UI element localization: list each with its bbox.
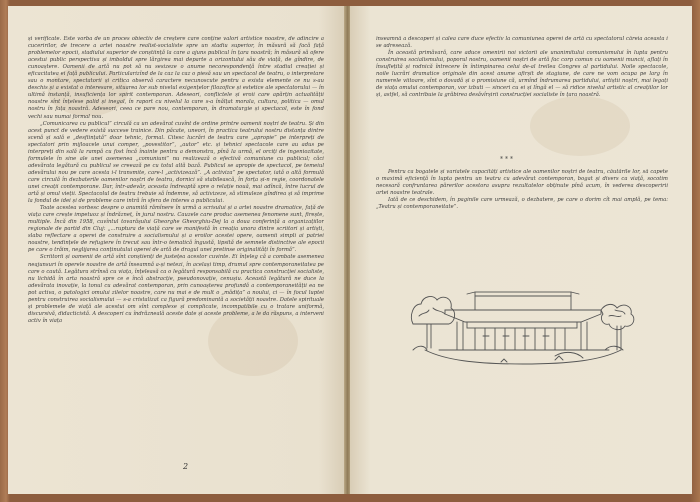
theatre-building-illustration [405, 264, 641, 374]
paragraph: „Comunicarea cu publicul” circulă ca un adevărat cuvînt de ordine printre oamenii noștri de teatru. Și din acest punct de vedere există succese trainice. Din păcate, uneori, în practica teatrului nostru distanța dintre scenă și sală e „desființată” doar tehnic, formal. Citesc lucrări de teatru care „apropie” pe interpreți de spectatori prin mijloacele unui comper, „povestitor”, „autor” etc. și tehnici spectacole care au adus pe interpreți din sală la rampă cu fost încă înainte pentru a demonstra, pînă la urmă, el orciți de ingeniozitate, formulele în sine ale unei asemenea „comuniuni” nu realizează o efectivă comuniune cu publicul; căci adevărata legătură cu publicul se creează pe cu totul altă bază. Publicul se apropie de spectacol, pe temeiul adevărului nou pe care acesta i-l transmite, care-l „activizează”. „A activiza” pe spectator, iată o altă formulă care circulă în dezbaterile oamenilor noștri de teatru, dornici să stabilească, în forța și-n regie, coordonatele unei creații contemporane. Dar, într-adevăr, aceasta îndreaptă spre o relație nouă, mai adîncă, între lucrul de artă și omul vieții. Spectacolul de teatru trebuie să îndemne, să activizeze, să stimuleze gîndirea și să imprime la fondul de idei și de probleme care intră în sfera de interes a publicului. [28, 120, 324, 205]
left-page-body [28, 36, 324, 436]
paragraph: Scriitorii și oamenii de artă sînt conștienți de justețea acestor cuvinte. Ei înțeleg că a combate asemenea neajunsuri în operele noastre de artă înseamnă a-și netezi, în același timp, drumul spre contemporaneitatea pe care o caută. Legătura strînsă cu viața, înțeleasă ca o legătură responsabilă cu practica construcției socialiste, nu lichidă în arta noastră spre ce e încă abstracție, pseudonovație, cenușiu. Această legătură ne duce la adevărata inovație, la tonul cu adevărat contemporan, prin cunoașterea profundă a contemporaneității ea ne pot activa, o patologici omului zilelor noastre, care nu mai e de mult o „mădița” a noului, ci — în focul luptei pentru construirea socialismului — s-a cristalizat ca figură predominantă a societății noastre. Datele spirituale și problemele de viață ale acestui om sînt complexe și complicate, incompatibile cu o tratare uniformă, discursivă, didacticistă. A descoperi cu îndrăzneală aceste date și aceste probleme, a le da răspuns, a interveni activ în viața [28, 254, 324, 324]
section-divider-stars: *** [500, 156, 515, 163]
paper-stain [530, 96, 630, 156]
page-number: 2 [183, 462, 189, 471]
paragraph: înseamnă a descoperi și calea care duce efectiv la comuniunea operei de artă cu spectatorul căreia aceasta i se adresează. [376, 36, 668, 50]
paragraph: În această primăvară, care aduce omenirii noi victorii ale unanimitului comunismului în lupta pentru construirea socialismului, poporul nostru, oamenii noștri de artă fac corp comun cu oamenii muncii, aflați în însuflețită și rodnică întrecere în întimpinarea celui de-al treilea Congres al partidului. Noile spectacole, noile lucrări dramatice originale din acest anume afirșit de stagiune, de care ne vom ocupa pe larg în numerele viitoare, sînt o dovadă și o promisiune că, urmînd îndrumarea partidului, artiștii noștri, mai legați de viața omului contemporan, vor izbuti — sinceri cu ei și lîngă el — să ridice nivelul artistic al creațiilor lor și, astfel, să contribuie la grăbirea desăvîrșirii construcției socialiste în țara noastră. [376, 50, 668, 99]
paragraph: Toate acestea vorbesc despre o anumită rămînere în urmă a scrisului și a artei noastre dramatice, față de viața care crește impetuoz și îndrăzneț, în jurul nostru. Cauzele care produc asemenea fenomene sunt, firește, multiple. Încă din 1958, cuvîntul tovarășului Gheorghe Gheorghiu-Dej la a doua conferință a organizațiilor regionale de partid din Cluj: „...ruptura de viață care se manifestă în creația unora dintre scriitori și artiști, slaba reflectare a operei de construire a socialismului și a eroilor acestei opere, oamenii simpli ai patriei noastre, tendințele de refugiere în trecut sau într-o tematică îngustă, lipsită de semnele distinctive ale epocii pe care o trăim, neglijarea conținutului operei de artă de dragul unei pretinse originalități în formă”. [28, 205, 324, 254]
left-page [8, 6, 346, 494]
paragraph: Iată de ce deschidem, în paginile care urmează, o dezbatere, pe care o dorim cît mai amplă, pe tema: „Teatru și contemporaneitate”. [376, 197, 668, 211]
right-page-body-bottom [376, 169, 668, 211]
paragraph: și verificate. Este vorba de un proces obiectiv de creștere care conține valori artistice noastre, de adincire a cuceririlor, de trecere a artei noastre realist-socialiste spre un stadiu superior, în măsură să facă față problemelor epocii, stadiului superior de conștiință la care a ajuns publicul în țara noastră; în măsură să ofere acestui public perspectiva și imboldul spre lărgirea mai departe a orizontului său de viață, de gîndire, de cunoaștere. Oamenii de artă nu pot să nu sesizeze o anume necorespondență între stadiul creației și eficacitatea ei față publicului. Particularizînd de la caz la caz o piesă sau un spectacol de teatru, o interpretare sau o montare, spectatorii și critica observă caractere necunoscute pentru a exista elemente ce nu s-au deschis și a existat o interesare, situarea lor sub nivelul exigențelor filozofice și estetice ale spectatorului — în ultimă instanță, insuficiența lor spirit contemporan. Adeseori, conflictele și eroii care apărțin actualității noastre sînt înțelese palid și inegal, în raport cu nivelul la care s-a înălțat morala, cultura, politica — omul nostru în fața noastră. Adeseori, ceea ce pare nou, contemporan, în dramaturgie și spectacol, este în fond vechi sau numai formal nou. [28, 36, 324, 120]
right-page-body-top [376, 36, 668, 99]
right-page [350, 6, 692, 494]
paragraph: Pentru ca bogatele și variatele capacități artistice ale oamenilor noștri de teatru, căutările lor, să capete o maximă eficiență în lupta pentru un teatru cu adevărat contemporan, bogat și divers ca viață, socotim necesară confruntarea părerilor acestora asupra rezultatelor obținute pînă acum, în vederea descoperirii artei noastre teatrale. [376, 169, 668, 197]
